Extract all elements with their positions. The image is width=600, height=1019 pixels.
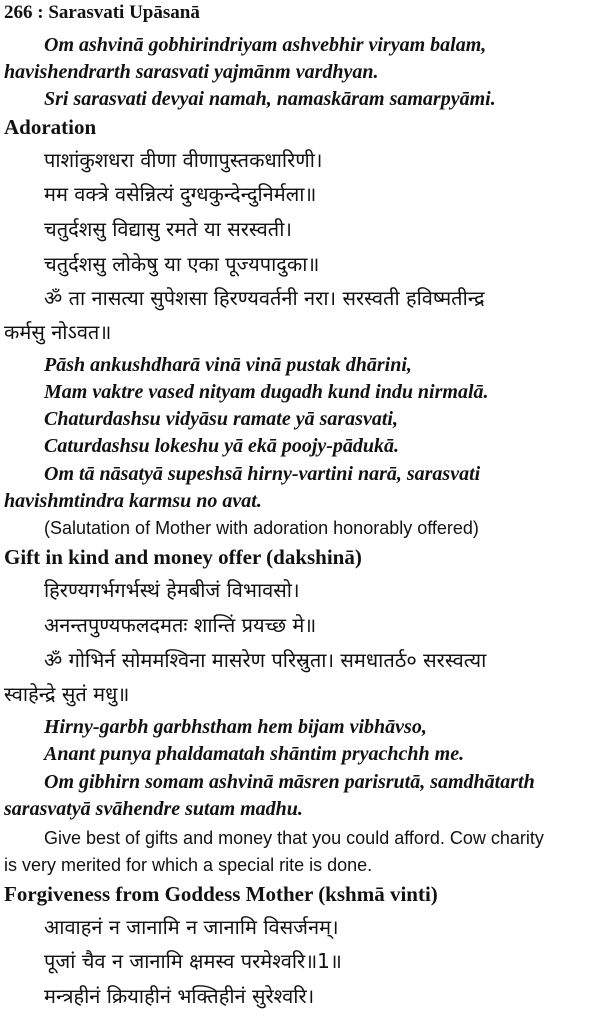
sanskrit-verse-line: आवाहनं न जानामि न जानामि विसर्जनम्। bbox=[44, 915, 339, 939]
sanskrit-verse-line: पाशांकुशधरा वीणा वीणापुस्तकधारिणी। bbox=[44, 148, 323, 172]
sanskrit-verse-line: हिरण्यगर्भगर्भस्थं हेमबीजं विभावसो। bbox=[44, 578, 300, 602]
sanskrit-verse-line: मन्त्रहीनं क्रियाहीनं भक्तिहीनं सुरेश्वरि। bbox=[44, 984, 315, 1008]
transliteration-line: sarasvatyā svāhendre sutam madhu. bbox=[4, 798, 303, 820]
transliteration-line: havishmtindra karmsu no avat. bbox=[4, 490, 262, 512]
intro-line: havishendrarth sarasvati yajmānm vardhyan. bbox=[4, 61, 379, 83]
transliteration-line: Mam vaktre vased nityam dugadh kund indu nirmalā. bbox=[44, 381, 489, 403]
sanskrit-verse-line: चतुर्दशसु लोकेषु या एका पूज्यपादुका॥ bbox=[44, 252, 320, 276]
transliteration-line: Chaturdashsu vidyāsu ramate yā sarasvati, bbox=[44, 408, 398, 430]
translation-note: Give best of gifts and money that you could afford. Cow charity bbox=[44, 828, 544, 848]
page-header: 266 : Sarasvati Upāsanā bbox=[4, 2, 200, 23]
section-heading-gift: Gift in kind and money offer (dakshinā) bbox=[4, 545, 362, 569]
transliteration-line: Om tā nāsatyā supeshsā hirny-vartini narā, sarasvati bbox=[44, 463, 481, 485]
intro-line: Om ashvinā gobhirindriyam ashvebhir viryam balam, bbox=[44, 34, 487, 56]
sanskrit-verse-line: ॐ ता नासत्या सुपेशसा हिरण्यवर्तनी नरा। सरस्वती हविष्मतीन्द्र bbox=[44, 286, 485, 310]
sanskrit-verse-line: चतुर्दशसु विद्यासु रमते या सरस्वती। bbox=[44, 217, 292, 241]
sanskrit-verse-line: अनन्तपुण्यफलदमतः शान्तिं प्रयच्छ मे॥ bbox=[44, 613, 317, 637]
sanskrit-verse-line: स्वाहेन्द्रे सुतं मधु॥ bbox=[4, 682, 130, 706]
transliteration-line: Caturdashsu lokeshu yā ekā poojy-pādukā. bbox=[44, 435, 400, 457]
sanskrit-verse-line: ॐ गोभिर्न सोममश्विना मासरेण परिस्रुता। समधातर्ठ० सरस्वत्या bbox=[44, 648, 487, 672]
section-heading-adoration: Adoration bbox=[4, 115, 97, 139]
translation-note: (Salutation of Mother with adoration honorably offered) bbox=[44, 518, 479, 538]
section-heading-forgiveness: Forgiveness from Goddess Mother (kshmā vinti) bbox=[4, 882, 438, 906]
transliteration-line: Anant punya phaldamatah shāntim pryachchh me. bbox=[44, 743, 465, 765]
transliteration-line: Pāsh ankushdharā vinā vinā pustak dhārini, bbox=[44, 354, 412, 376]
transliteration-line: Hirny-garbh garbhstham hem bijam vibhāvso, bbox=[44, 716, 427, 738]
sanskrit-verse-line: कर्मसु नोऽवत॥ bbox=[4, 320, 112, 344]
intro-line: Sri sarasvati devyai namah, namaskāram samarpyāmi. bbox=[44, 88, 496, 110]
sanskrit-verse-line: मम वक्त्रे वसेन्नित्यं दुग्धकुन्देन्दुनिर्मला॥ bbox=[44, 182, 317, 206]
translation-note: is very merited for which a special rite is done. bbox=[4, 855, 373, 875]
sanskrit-verse-line: पूजां चैव न जानामि क्षमस्व परमेश्वरि॥1॥ bbox=[44, 949, 342, 973]
transliteration-line: Om gibhirn somam ashvinā māsren parisrutā, samdhātarth bbox=[44, 771, 535, 793]
